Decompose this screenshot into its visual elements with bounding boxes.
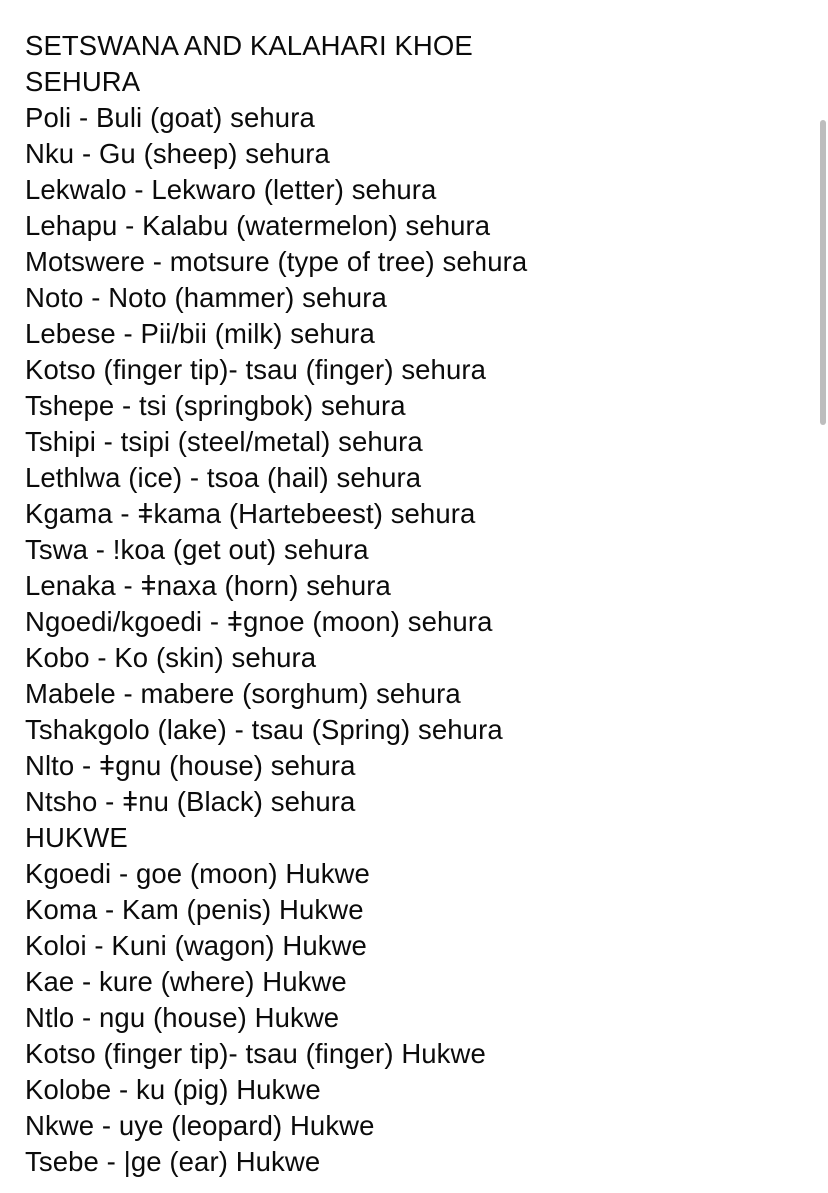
section-heading-hukwe: HUKWE	[25, 822, 128, 853]
word-pair-line: Motswere - motsure (type of tree) sehura	[25, 246, 528, 277]
word-pair-line: Ntsho - ǂnu (Black) sehura	[25, 786, 356, 817]
word-pair-line: Ntlo - ngu (house) Hukwe	[25, 1002, 340, 1033]
word-pair-line: Nku - Gu (sheep) sehura	[25, 138, 330, 169]
word-pair-line: Koloi - Kuni (wagon) Hukwe	[25, 930, 367, 961]
word-pair-line: Tshepe - tsi (springbok) sehura	[25, 390, 406, 421]
word-pair-line: Lehapu - Kalabu (watermelon) sehura	[25, 210, 491, 241]
word-pair-line: Tsebe - |ge (ear) Hukwe	[25, 1146, 321, 1177]
word-pair-line: Tshipi - tsipi (steel/metal) sehura	[25, 426, 423, 457]
word-pair-line: Noto - Noto (hammer) sehura	[25, 282, 387, 313]
word-pair-line: Kobo - Ko (skin) sehura	[25, 642, 317, 673]
word-pair-line: Kotso (finger tip)- tsau (finger) Hukwe	[25, 1038, 486, 1069]
word-pair-line: Lenaka - ǂnaxa (horn) sehura	[25, 570, 391, 601]
word-pair-line: Mabele - mabere (sorghum) sehura	[25, 678, 461, 709]
word-pair-line: Koma - Kam (penis) Hukwe	[25, 894, 364, 925]
word-pair-line: Tshakgolo (lake) - tsau (Spring) sehura	[25, 714, 503, 745]
word-pair-line: Lekwalo - Lekwaro (letter) sehura	[25, 174, 437, 205]
heading-line: SETSWANA AND KALAHARI KHOE	[25, 30, 473, 61]
word-pair-line: Poli - Buli (goat) sehura	[25, 102, 315, 133]
section-heading-sehura: SEHURA	[25, 66, 141, 97]
word-pair-line: Kolobe - ku (pig) Hukwe	[25, 1074, 321, 1105]
word-pair-line: Kotso (finger tip)- tsau (finger) sehura	[25, 354, 486, 385]
word-pair-line: Lethlwa (ice) - tsoa (hail) sehura	[25, 462, 422, 493]
word-pair-line: Kgama - ǂkama (Hartebeest) sehura	[25, 498, 476, 529]
word-pair-line: Kae - kure (where) Hukwe	[25, 966, 347, 997]
word-pair-line: Lebese - Pii/bii (milk) sehura	[25, 318, 375, 349]
word-pair-line: Tswa - !koa (get out) sehura	[25, 534, 369, 565]
word-pair-line: Nlto - ǂgnu (house) sehura	[25, 750, 356, 781]
vertical-scrollbar[interactable]	[820, 120, 826, 425]
note-body[interactable]	[25, 28, 815, 1180]
word-pair-line: Kgoedi - goe (moon) Hukwe	[25, 858, 370, 889]
word-pair-line: Ngoedi/kgoedi - ǂgnoe (moon) sehura	[25, 606, 493, 637]
word-pair-line: Nkwe - uye (leopard) Hukwe	[25, 1110, 375, 1141]
